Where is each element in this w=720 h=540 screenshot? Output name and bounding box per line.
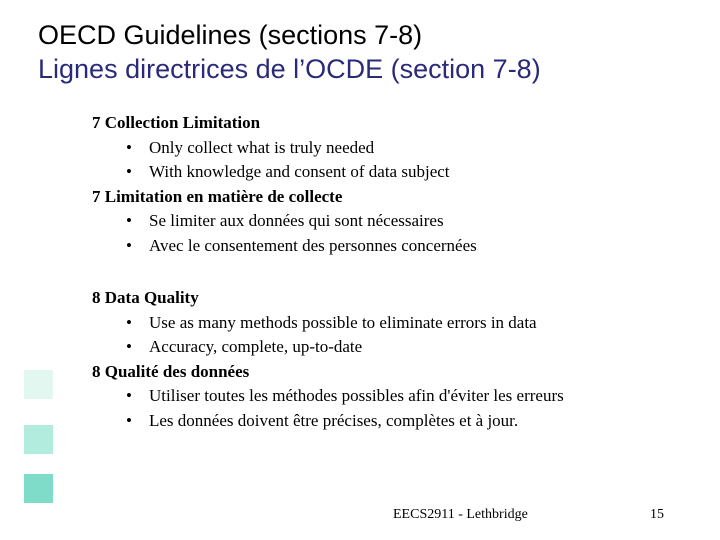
title-french: Lignes directrices de l’OCDE (section 7-8) (38, 54, 541, 84)
bullet-text: With knowledge and consent of data subject (149, 162, 450, 181)
bullet-text: Accuracy, complete, up-to-date (149, 337, 363, 356)
slide-title (38, 18, 541, 86)
list-item (92, 209, 692, 234)
decorative-square-mid (24, 425, 53, 454)
title-english: OECD Guidelines (sections 7-8) (38, 20, 423, 50)
decorative-square-dark (24, 474, 53, 503)
section-8-heading-fr: 8 Qualité des données (92, 361, 250, 381)
list-item (92, 335, 692, 360)
section-7-heading-en: 7 Collection Limitation (92, 113, 261, 132)
list-item (92, 384, 692, 409)
list-item (92, 311, 692, 336)
bullet-icon: • (126, 337, 132, 356)
slide-body (92, 111, 692, 433)
section-spacer (92, 258, 692, 286)
decorative-square-light (24, 370, 53, 399)
bullet-icon: • (126, 235, 132, 255)
list-item (92, 160, 692, 185)
bullet-text: Only collect what is truly needed (149, 137, 375, 157)
bullet-icon: • (126, 137, 132, 157)
bullet-icon: • (126, 410, 132, 430)
bullet-icon: • (126, 162, 132, 181)
bullet-text: Se limiter aux données qui sont nécessaires (149, 211, 444, 230)
bullet-text: Les données doivent être précises, complètes et à jour. (149, 410, 519, 430)
bullet-icon: • (126, 211, 132, 230)
bullet-icon: • (126, 386, 132, 405)
footer-course: EECS2911 - Lethbridge (393, 507, 528, 522)
bullet-icon: • (126, 312, 132, 332)
list-item (92, 234, 692, 259)
page-number: 15 (650, 507, 664, 522)
section-8-heading-en: 8 Data Quality (92, 288, 199, 307)
bullet-text: Use as many methods possible to eliminate errors in data (149, 312, 537, 332)
list-item (92, 136, 692, 161)
bullet-text: Avec le consentement des personnes concernées (149, 235, 477, 255)
section-7-heading-fr: 7 Limitation en matière de collecte (92, 186, 343, 206)
bullet-text: Utiliser toutes les méthodes possibles afin d'éviter les erreurs (149, 386, 564, 405)
list-item (92, 409, 692, 434)
